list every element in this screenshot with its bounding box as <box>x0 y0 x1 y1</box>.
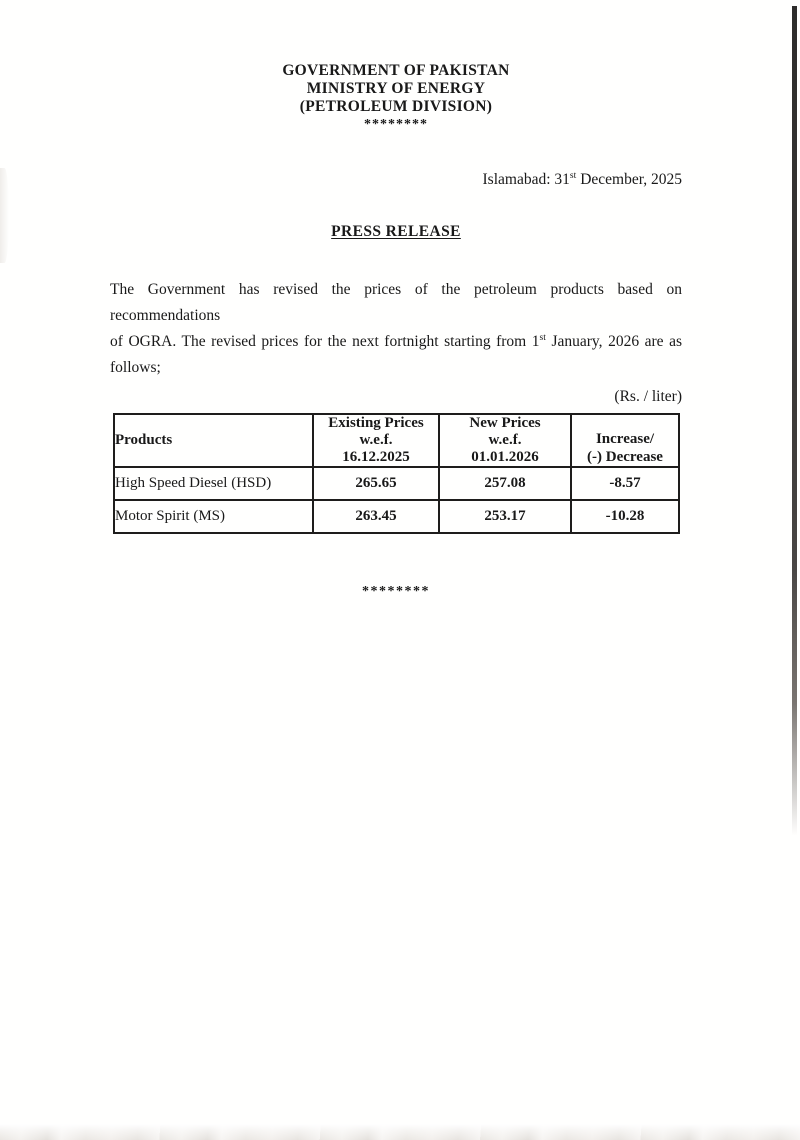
col-header-products: Products <box>114 414 313 467</box>
price-change: -8.57 <box>571 467 679 500</box>
col-header-change: Increase/ (-) Decrease <box>571 414 679 467</box>
press-release-heading: PRESS RELEASE <box>331 223 461 240</box>
paragraph-ordinal: st <box>539 331 546 343</box>
paragraph-line2: of OGRA. The revised prices for the next fortnight starting from 1st January, 2026 are as <box>110 331 682 350</box>
dateline-prefix: Islamabad: 31 <box>482 171 570 188</box>
price-change: -10.28 <box>571 500 679 533</box>
col-header-existing-prices: Existing Prices w.e.f. 16.12.2025 <box>313 414 439 467</box>
separator-stars-bottom: ******** <box>362 584 430 599</box>
table-row-hsd <box>114 467 679 500</box>
product-name: Motor Spirit (MS) <box>114 500 313 533</box>
org-title-line3: (PETROLEUM DIVISION) <box>299 98 493 115</box>
org-title-line1: GOVERNMENT OF PAKISTAN <box>282 62 510 79</box>
col-header-new-prices: New Prices w.e.f. 01.01.2026 <box>439 414 571 467</box>
new-price: 253.17 <box>439 500 571 533</box>
separator-stars-top: ******** <box>364 117 428 132</box>
existing-price: 263.45 <box>313 500 439 533</box>
document-content <box>110 0 682 600</box>
new-price: 257.08 <box>439 467 571 500</box>
paragraph-line3: follows; <box>110 359 161 376</box>
product-name: High Speed Diesel (HSD) <box>114 467 313 500</box>
dateline <box>110 171 682 189</box>
table-row-ms <box>114 500 679 533</box>
org-title-line2: MINISTRY OF ENERGY <box>306 80 486 97</box>
scan-edge-artifact-right <box>792 6 797 836</box>
body-paragraph <box>110 277 682 381</box>
letterhead <box>110 62 682 134</box>
table-header-row <box>114 414 679 467</box>
unit-label: (Rs. / liter) <box>614 388 682 405</box>
dateline-suffix: December, 2025 <box>576 171 682 188</box>
dateline-ordinal: st <box>569 169 577 181</box>
scan-smudge-left <box>0 168 9 263</box>
existing-price: 265.65 <box>313 467 439 500</box>
paragraph-line1: The Government has revised the prices of the petroleum products based on recommendations <box>110 281 682 324</box>
scan-edge-artifact-bottom <box>0 1124 800 1140</box>
price-table <box>113 413 680 534</box>
